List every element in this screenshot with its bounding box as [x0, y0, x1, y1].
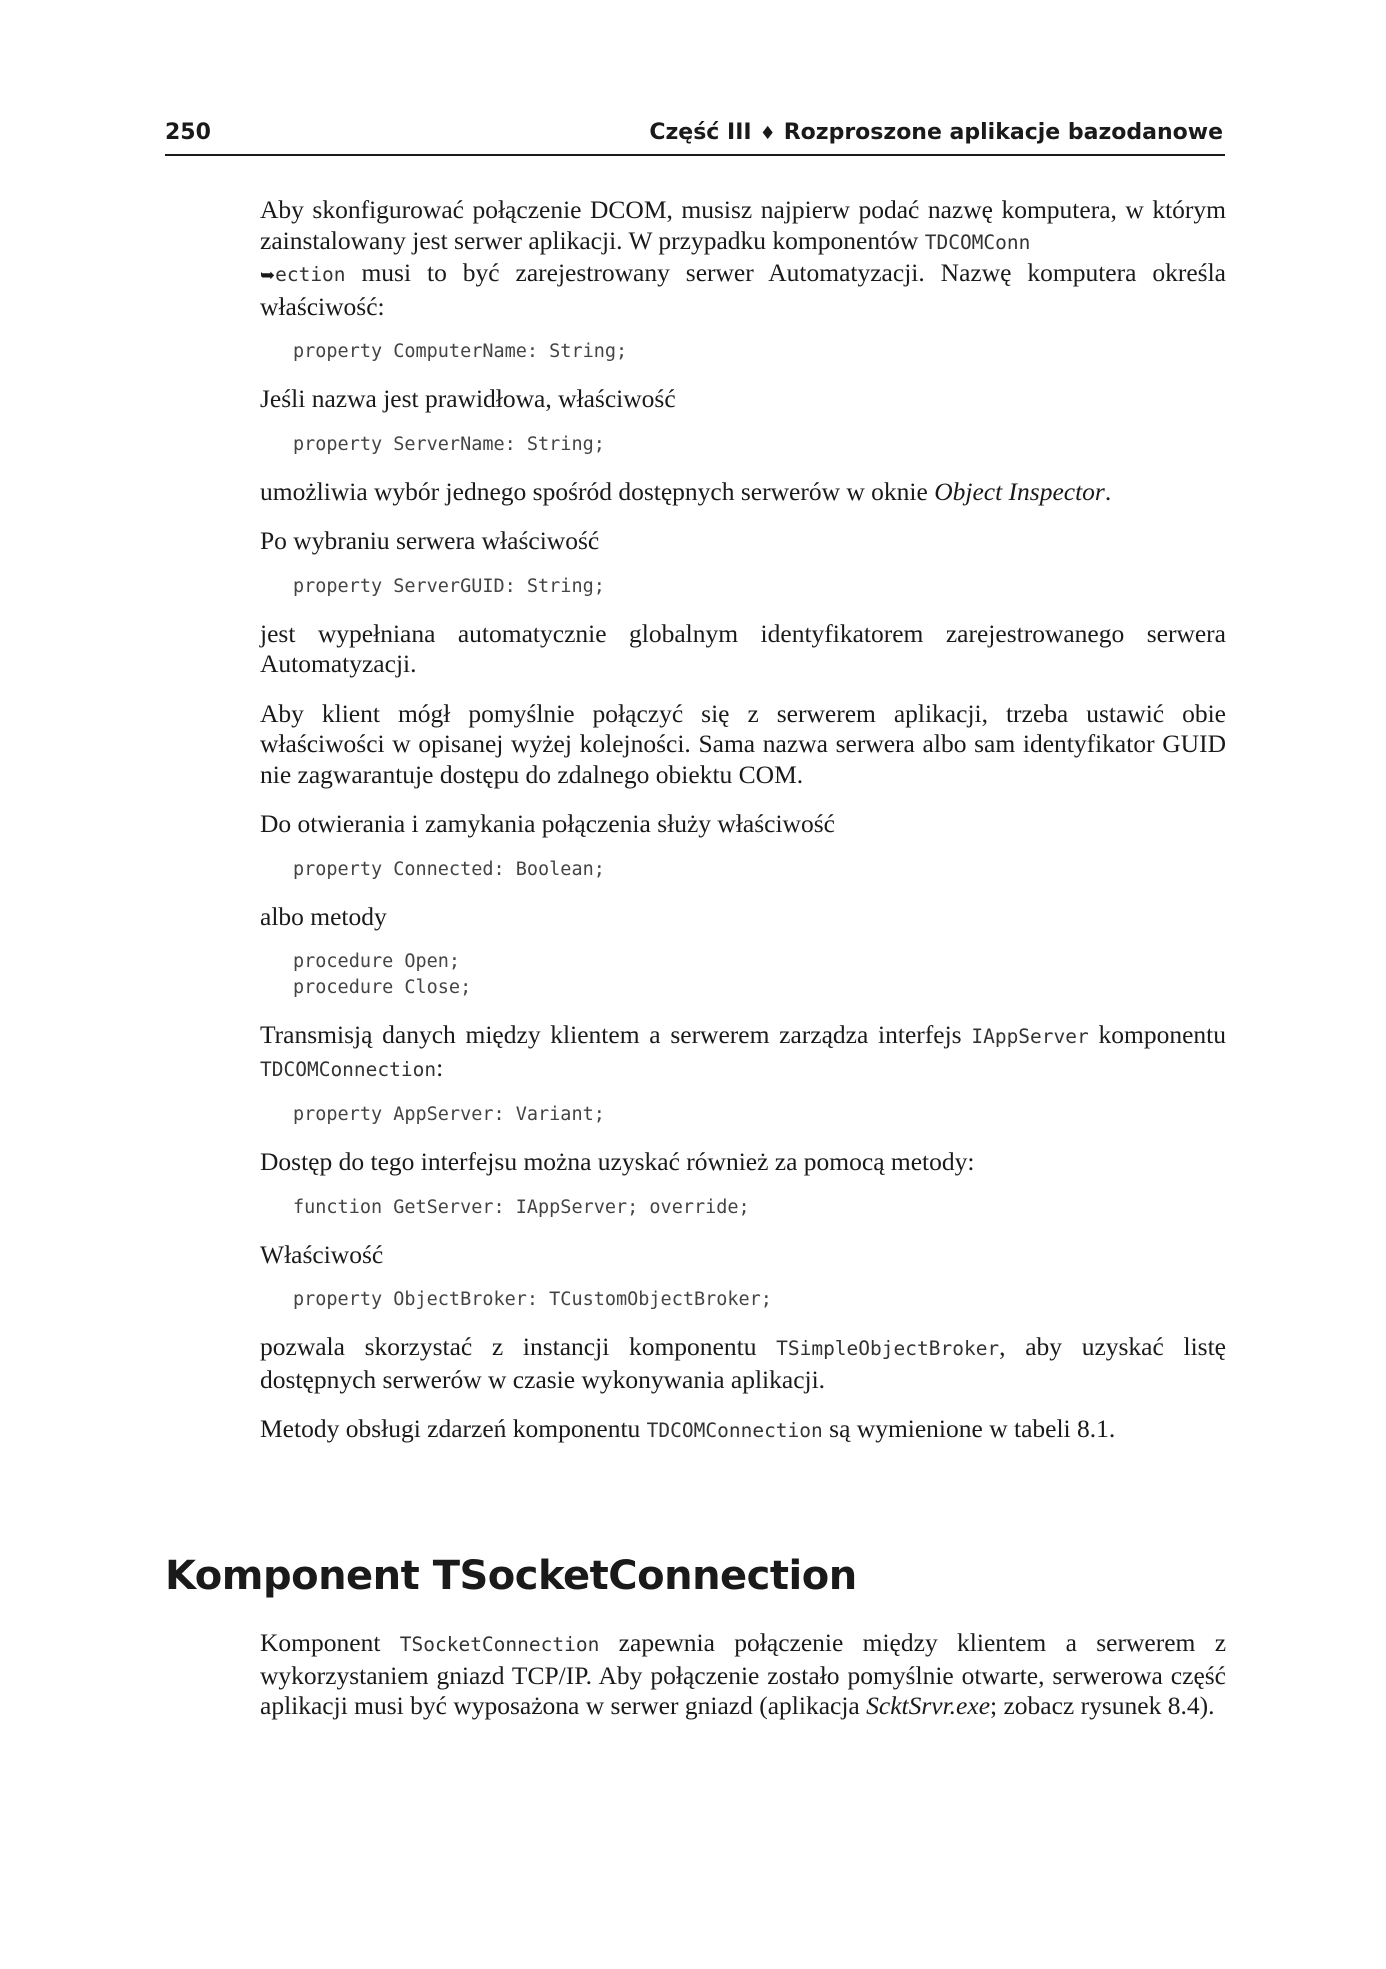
text: : — [436, 1052, 444, 1082]
section-text — [260, 1628, 1226, 1741]
code-inline: TSocketConnection — [399, 1633, 600, 1656]
paragraph-order: Aby klient mógł pomyślnie połączyć się z serwerem aplikacji, trzeba ustawić obie właściwości w opisanej wyżej kolejności. Sama nazwa serwera albo sam identyfikator GUID nie zagwarantuje dostępu do zdalnego obiektu COM. — [260, 698, 1226, 789]
text: ; zobacz rysunek 8.4). — [990, 1691, 1215, 1720]
text: . — [1104, 476, 1112, 506]
paragraph-property: Właściwość — [260, 1239, 384, 1269]
code-inline: TDCOMConnection — [260, 1057, 437, 1081]
section-heading: Komponent TSocketConnection — [165, 1553, 857, 1599]
paragraph-valid-name: Jeśli nazwa jest prawidłowa, właściwość — [260, 384, 676, 413]
paragraph-open-close: Do otwierania i zamykania połączenia służy właściwość — [260, 809, 835, 838]
code-inline: TDCOMConnection — [646, 1419, 823, 1442]
paragraph-dcom-config — [260, 195, 1226, 322]
running-title — [649, 120, 1223, 145]
code-computer-name: property ComputerName: String; — [293, 341, 628, 362]
code-server-guid: property ServerGUID: String; — [293, 575, 605, 597]
paragraph-access: Dostęp do tego interfejsu można uzyskać również za pomocą metody: — [260, 1147, 975, 1176]
chapter-label: Rozproszone aplikacje bazodanowe — [783, 120, 1223, 145]
main-text — [260, 195, 1226, 1466]
paragraph-events — [260, 1414, 1226, 1447]
paragraph-broker — [260, 1332, 1226, 1395]
code-app-server: property AppServer: Variant; — [293, 1104, 605, 1125]
paragraph-after-choice: Po wybraniu serwera właściwość — [260, 526, 600, 555]
text: Komponent — [260, 1628, 400, 1657]
code-open-close: procedure Open; procedure Close; — [293, 951, 472, 998]
code-inline: ection — [275, 263, 346, 286]
code-object-broker: property ObjectBroker: TCustomObjectBroker; — [293, 1289, 772, 1310]
code-inline: TDCOMConn — [924, 230, 1031, 254]
diamond-separator-icon: ♦ — [759, 123, 776, 144]
code-connected: property Connected: Boolean; — [293, 858, 605, 880]
text: są wymienione w tabeli 8.1. — [822, 1414, 1116, 1443]
code-inline: TSimpleObjectBroker — [776, 1337, 1000, 1360]
paragraph-methods: albo metody — [260, 901, 387, 931]
emphasis: Object Inspector — [934, 476, 1105, 506]
text: Aby skonfigurować połączenie DCOM, musisz najpierw podać nazwę komputera, w którym zainstalowany jest serwer aplikacji. W przypadku komponentów — [260, 195, 1226, 255]
paragraph-socket — [260, 1628, 1226, 1722]
text: pozwala skorzystać z instancji komponentu — [260, 1332, 777, 1361]
paragraph-guid: jest wypełniana automatycznie globalnym identyfikatorem zarejestrowanego serwera Automatyzacji. — [260, 618, 1226, 678]
paragraph-transmission — [260, 1020, 1226, 1085]
emphasis: ScktSrvr.exe — [866, 1691, 991, 1720]
running-header — [165, 118, 1225, 156]
text: musi to być zarejestrowany serwer Automatyzacji. Nazwę komputera określa właściwość: — [260, 258, 1226, 321]
line-continuation-icon: ➥ — [260, 265, 276, 286]
code-server-name: property ServerName: String; — [293, 433, 605, 455]
text: komponentu — [1088, 1020, 1226, 1049]
text: umożliwia wybór jednego spośród dostępnych serwerów w oknie — [260, 476, 935, 506]
text: , aby uzyskać listę dostępnych serwerów w czasie wykonywania aplikacji. — [260, 1332, 1226, 1394]
text: Metody obsługi zdarzeń komponentu — [260, 1414, 647, 1443]
code-get-server: function GetServer: IAppServer; override; — [293, 1196, 750, 1218]
page-number: 250 — [165, 120, 211, 145]
text: zapewnia połączenie między klientem a serwerem z wykorzystaniem gniazd TCP/IP. Aby połączenie zostało pomyślnie otwarte, serwerowa część aplikacji musi być wyposażona w serwer gniazd (aplikacja — [260, 1628, 1227, 1720]
paragraph-server-choice — [260, 477, 1226, 508]
code-inline: IAppServer — [971, 1025, 1089, 1048]
text: Transmisją danych między klientem a serwerem zarządza interfejs — [260, 1020, 972, 1049]
part-label: Część III — [649, 120, 752, 145]
